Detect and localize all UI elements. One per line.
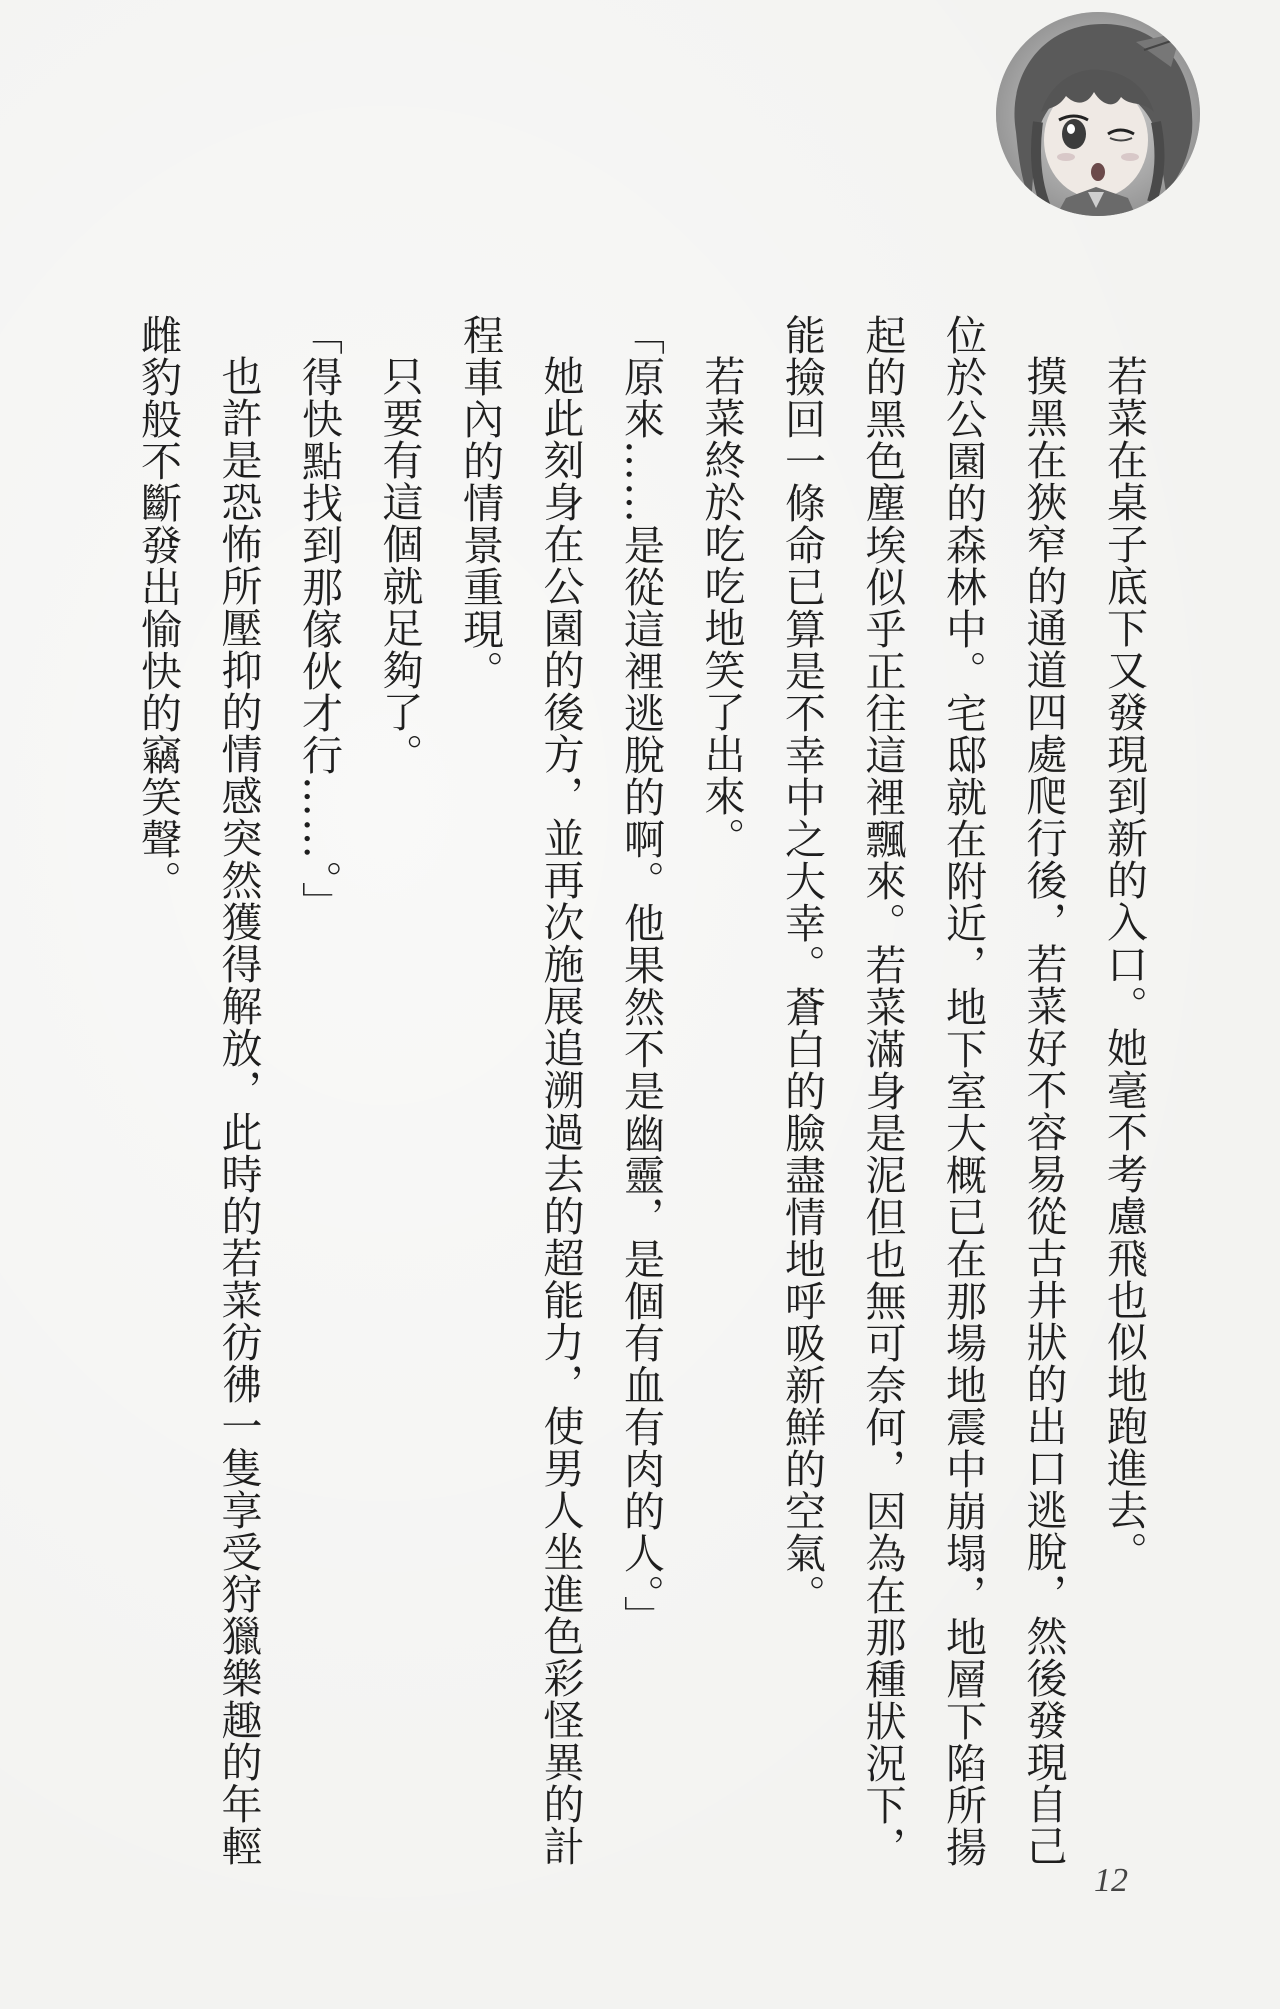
paragraph: 只要有這個就足夠了。 [375,355,424,775]
dialogue-paragraph: 「原來……是從這裡逃脫的啊。他果然不是幽靈，是個有血有肉的人。」 [617,314,665,1638]
paragraph: 摸黑在狹窄的通道四處爬行後，若菜好不容易從古井狀的出口逃脫，然後發現自己位於公園的森林中。宅邸就在附近，地下室大概已在那場地震中崩塌，地層下陷所揚起的黑色塵埃似乎正往這裡飄來。若菜滿身是泥但也無可奈何，因為在那種狀況下，能撿回一條命已算是不幸中之大幸。蒼白的臉盡情地呼吸新鮮的空氣。 [778,314,1068,1868]
dialogue-paragraph: 「得快點找到那傢伙才行……。」 [295,314,343,924]
paragraph: 若菜終於吃吃地笑了出來。 [697,355,746,859]
girl-portrait-illustration [996,12,1200,216]
paragraph: 也許是恐怖所壓抑的情感突然獲得解放，此時的若菜彷彿一隻享受狩獵樂趣的年輕雌豹般不斷發出愉快的竊笑聲。 [134,314,263,1867]
paragraph: 若菜在桌子底下又發現到新的入口。她毫不考慮飛也似地跑進去。 [1100,355,1148,1573]
character-portrait [996,12,1200,216]
page-number: 12 [1094,1862,1128,1899]
vertical-text-body [118,314,1165,1874]
paragraph: 她此刻身在公園的後方，並再次施展追溯過去的超能力，使男人坐進色彩怪異的計程車內的情景重現。 [456,314,585,1867]
